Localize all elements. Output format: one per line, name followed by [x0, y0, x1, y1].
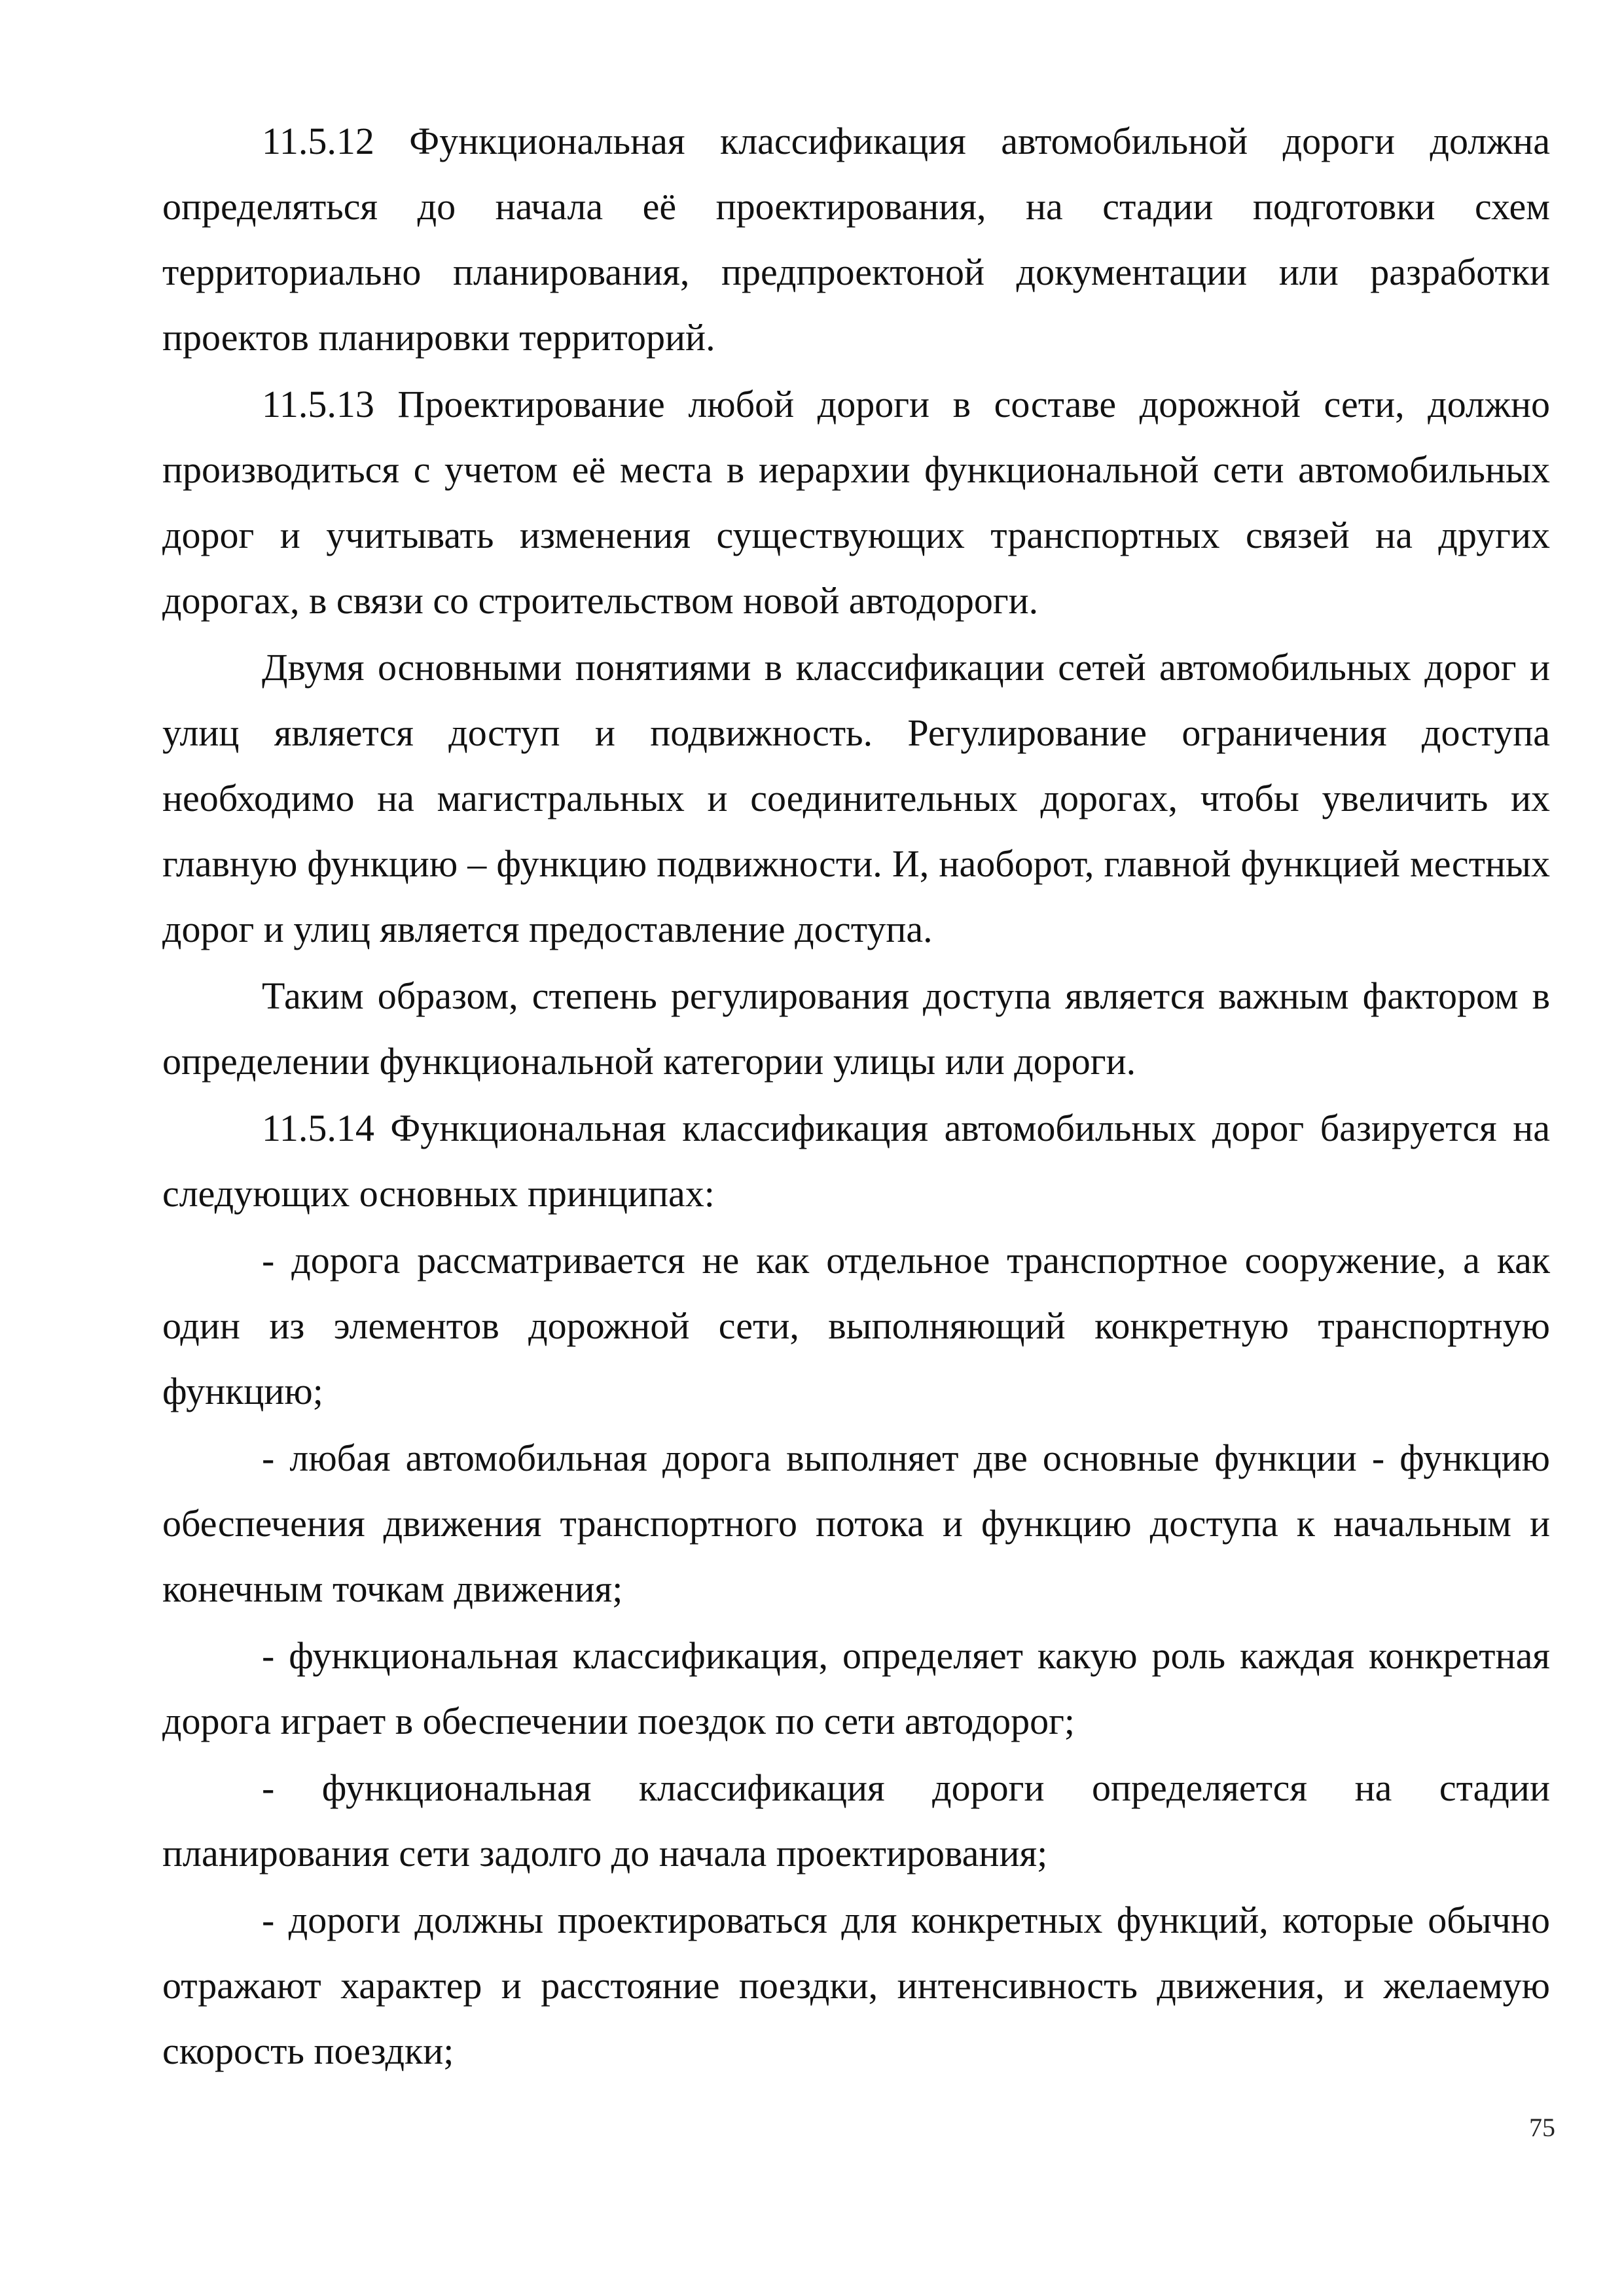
principle-list-item: - дорога рассматривается не как отдельное транспортное сооружение, а как один из элементов дорожной сети, выполняющий конкретную транспортную функцию; — [162, 1239, 1550, 1412]
principle-list-item: - дороги должны проектироваться для конкретных функций, которые обычно отражают характер и расстояние поездки, интенсивность движения, и желаемую скорость поездки; — [162, 1899, 1550, 2072]
principle-list-item: - любая автомобильная дорога выполняет две основные функции - функцию обеспечения движения транспортного потока и функцию доступа к начальным и конечным точкам движения; — [162, 1437, 1550, 1610]
paragraph-11-5-13: 11.5.13 Проектирование любой дороги в составе дорожной сети, должно производиться с учетом её места в иерархии функциональной сети автомобильных дорог и учитывать изменения существующих транспортных связей на других дорогах, в связи со строительством новой автодороги. — [162, 383, 1550, 622]
paragraph-11-5-12: 11.5.12 Функциональная классификация автомобильной дороги должна определяться до начала её проектирования, на стадии подготовки схем территориально планирования, предпроектоной документации или разработки проектов планировки территорий. — [162, 120, 1550, 359]
page-body — [162, 109, 1550, 2085]
principle-list-item: - функциональная классификация дороги определяется на стадии планирования сети задолго до начала проектирования; — [162, 1767, 1550, 1874]
page-number: 75 — [1529, 2113, 1555, 2142]
paragraph-access-regulation: Таким образом, степень регулирования доступа является важным фактором в определении функциональной категории улицы или дороги. — [162, 975, 1550, 1083]
principle-list-item: - функциональная классификация, определяет какую роль каждая конкретная дорога играет в обеспечении поездок по сети автодорог; — [162, 1634, 1550, 1742]
paragraph-11-5-14: 11.5.14 Функциональная классификация автомобильных дорог базируется на следующих основных принципах: — [162, 1107, 1550, 1215]
paragraph-access-mobility: Двумя основными понятиями в классификации сетей автомобильных дорог и улиц является доступ и подвижность. Регулирование ограничения доступа необходимо на магистральных и соединительных дорогах, чтобы увеличить их главную функцию – функцию подвижности. И, наоборот, главной функцией местных дорог и улиц является предоставление доступа. — [162, 646, 1550, 950]
